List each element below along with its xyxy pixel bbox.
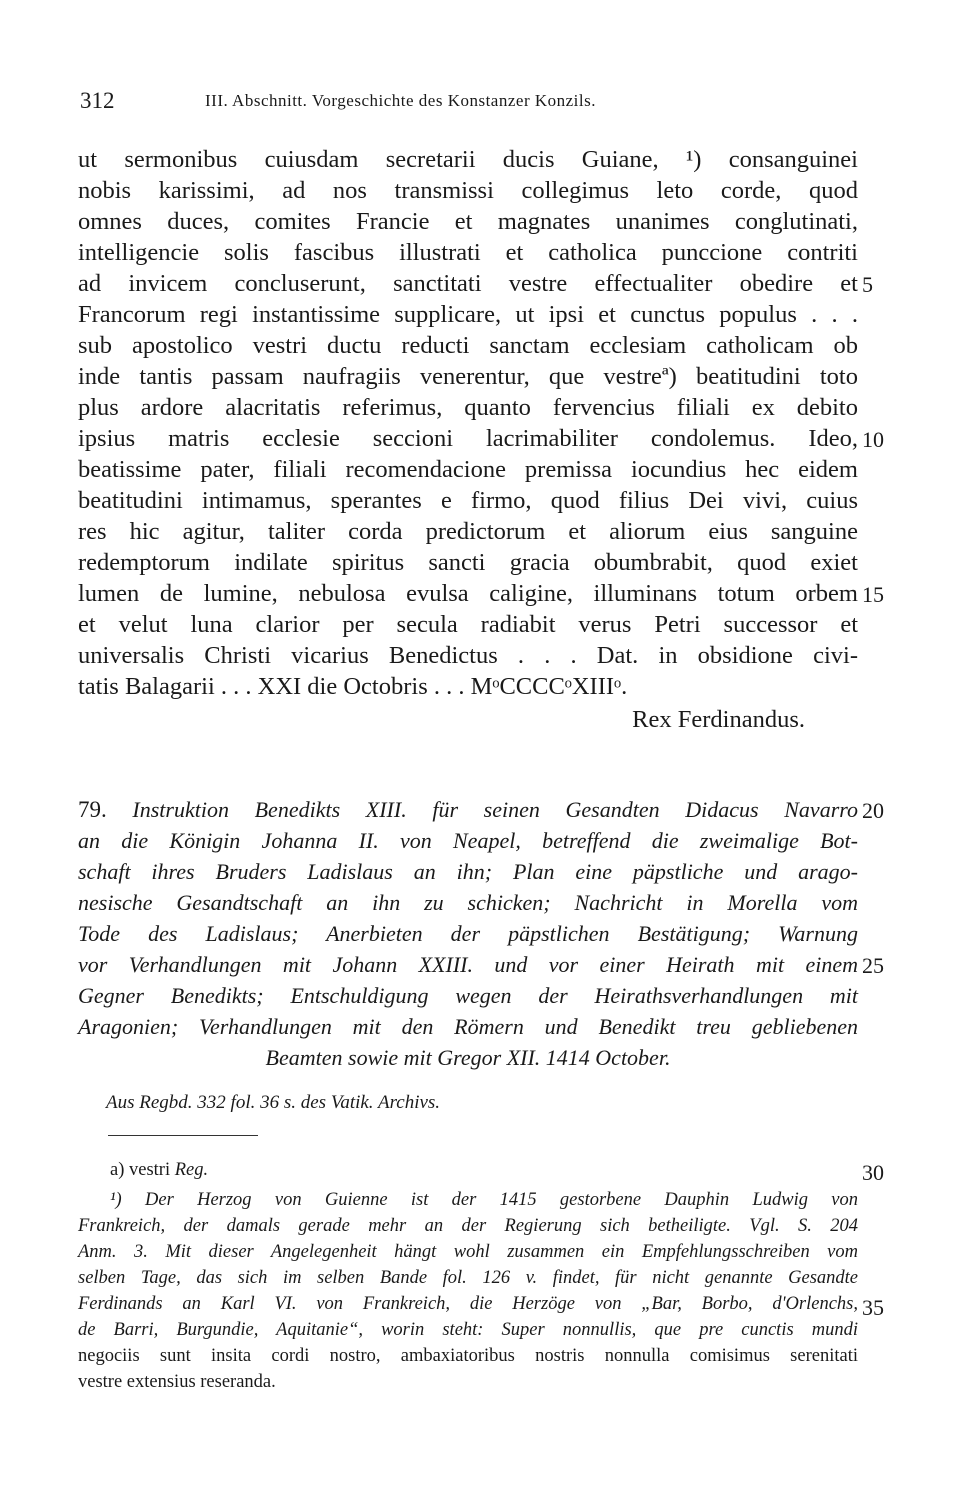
heading-text: Instruktion Benedikts XIII. für seinen Gesandten Didacus Navarro <box>132 797 858 822</box>
footnote-line: negociis sunt insita cordi nostro, ambaxiatoribus nostris nonnulla comisimus serenitati <box>78 1346 858 1366</box>
text-line: Francorum regi instantissime supplicare, ut ipsi et cunctus populus . . . <box>78 301 858 328</box>
text-line: sub apostolico vestri ductu reducti sanctam ecclesiam catholicam ob <box>78 332 858 359</box>
text-line: ut sermonibus cuiusdam secretarii ducis Guiane, ¹) consanguinei <box>78 146 858 173</box>
footnote-line: Frankreich, der damals gerade mehr an der Regierung sich betheiligte. Vgl. S. 204 <box>78 1216 858 1236</box>
text-line: omnes duces, comites Francie et magnates unanimes conglutinati, <box>78 208 858 235</box>
heading-line: Tode des Ladislaus; Anerbieten der päpstlichen Bestätigung; Warnung <box>78 921 858 946</box>
footnote-line: Anm. 3. Mit dieser Angelegenheit hängt wohl zusammen ein Empfehlungsschreiben vom <box>78 1242 858 1262</box>
document-number: 79. <box>78 797 107 822</box>
footnote-a-label: a) vestri <box>110 1160 171 1180</box>
heading-line <box>78 794 858 825</box>
text-line: universalis Christi vicarius Benedictus . . . Dat. in obsidione civi- <box>78 642 858 669</box>
line-number: 30 <box>862 1160 884 1185</box>
text-line: ipsius matris ecclesie seccioni lacrimabiliter condolemus. Ideo, <box>78 425 858 452</box>
line-number: 5 <box>862 272 873 297</box>
line-number: 35 <box>862 1295 884 1320</box>
text-line: intelligencie solis fascibus illustrati et catholica punccione contriti <box>78 239 858 266</box>
footnote-line: vestre extensius reseranda. <box>78 1372 276 1392</box>
text-line: ad invicem concluserunt, sanctitati vestre effectualiter obedire et <box>78 270 858 297</box>
line-number: 10 <box>862 427 884 452</box>
running-head: III. Abschnitt. Vorgeschichte des Konstanzer Konzils. <box>205 91 596 110</box>
heading-line: schaft ihres Bruders Ladislaus an ihn; Plan eine päpstliche und arago- <box>78 859 858 884</box>
heading-line: an die Königin Johanna II. von Neapel, betreffend die zweimalige Bot- <box>78 828 858 853</box>
text-line: tatis Balagarii . . . XXI die Octobris . . . MᵒCCCCᵒXIIIᵒ. <box>78 673 628 700</box>
footnote-line: Ferdinands an Karl VI. von Frankreich, die Herzöge von „Bar, Borbo, d'Orlenchs, <box>78 1294 858 1314</box>
text-line: beatissime pater, filiali recomendacione premissa iocundius hec eidem <box>78 456 858 483</box>
footnote-a <box>110 1157 410 1183</box>
page-number: 312 <box>80 88 115 113</box>
text-line: inde tantis passam naufragiis venerentur, que vestreª) beatitudini toto <box>78 363 858 390</box>
footnote-a-note: Reg. <box>174 1160 209 1180</box>
text-line: plus ardore alacritatis referimus, quanto fervencius filiali ex debito <box>78 394 858 421</box>
footnote-line: ¹) Der Herzog von Guienne ist der 1415 gestorbene Dauphin Ludwig von <box>110 1190 858 1210</box>
heading-line: Beamten sowie mit Gregor XII. 1414 October. <box>265 1045 671 1070</box>
page-header <box>80 88 870 118</box>
heading-line: Gegner Benedikts; Entschuldigung wegen der Heirathsverhandlungen mit <box>78 983 858 1008</box>
text-line: redemptorum indilate spiritus sancti gracia obumbrabit, quod exiet <box>78 549 858 576</box>
text-line: res hic agitur, taliter corda predictorum et aliorum eius sanguine <box>78 518 858 545</box>
heading-line: nesische Gesandtschaft an ihn zu schicken; Nachricht in Morella vom <box>78 890 858 915</box>
heading-line: Aragonien; Verhandlungen mit den Römern und Benedikt treu gebliebenen <box>78 1014 858 1039</box>
heading-line: vor Verhandlungen mit Johann XXIII. und vor einer Heirath mit einem <box>78 952 858 977</box>
source-note: Aus Regbd. 332 fol. 36 s. des Vatik. Archivs. <box>106 1092 441 1113</box>
text-line: beatitudini intimamus, sperantes e firmo, quod filius Dei vivi, cuius <box>78 487 858 514</box>
text-line: et velut luna clarior per secula radiabit verus Petri successor et <box>78 611 858 638</box>
text-line: nobis karissimi, ad nos transmissi collegimus leto corde, quod <box>78 177 858 204</box>
footnote-divider <box>108 1135 258 1136</box>
line-number: 20 <box>862 798 884 823</box>
footnote-line: selben Tage, das sich im selben Bande fol. 126 v. findet, für nicht genannte Gesandte <box>78 1268 858 1288</box>
line-number: 25 <box>862 953 884 978</box>
line-number: 15 <box>862 582 884 607</box>
footnote-line: de Barri, Burgundie, Aquitanie“, worin steht: Super nonnullis, que pre cunctis mundi <box>78 1320 858 1340</box>
text-line: lumen de lumine, nebulosa evulsa caligine, illuminans totum orbem <box>78 580 858 607</box>
signature: Rex Ferdinandus. <box>632 706 805 733</box>
